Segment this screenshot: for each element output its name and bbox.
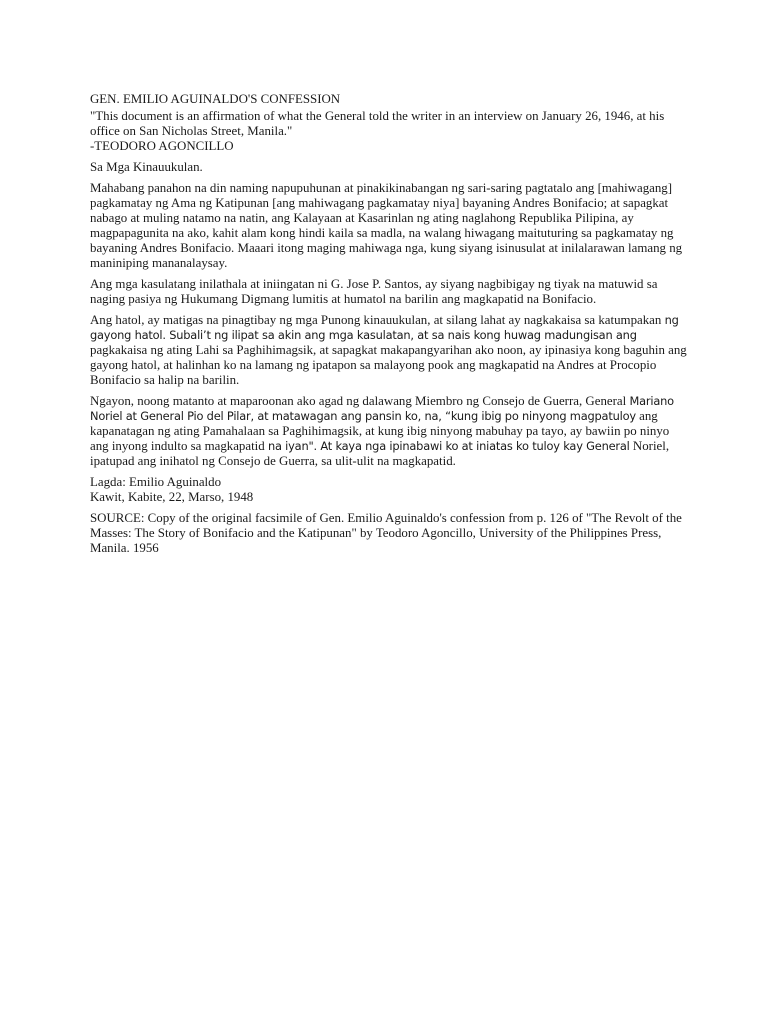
paragraph-1: Mahabang panahon na din naming napupuhunan at pinakikinabangan ng sari-saring pagtatalo ang [mahiwagang] pagkamatay ng Ama ng Katipunan [ang mahiwagang pagkamatay niya] bayaning Andres Bonifacio; at sapagkat nabago at muling natamo na natin, ang Kalayaan at Kasarinlan ng ating naglahong Republika Pilipina, ay magpapagunita na ako, kahit alam kong hindi kaila sa madla, na walang hiwagang maituturing sa pagkamatay ng bayaning Andres Bonifacio. Maaari itong maging mahiwaga nga, kung siyang isinusulat at inilalarawan lamang ng maniniping mananalaysay. <box>90 181 683 270</box>
paragraph-4-part-5: Noriel, ipatupad ang inihatol ng Consejo de Guerra, sa ulit-ulit na magkapatid. <box>90 439 670 468</box>
paragraph-4-part-2: Mariano Noriel at General Pio del Pilar, at matawagan ang pansin ko, na, “kung ibig po ninyong magpatuloy <box>90 394 674 423</box>
intro-quote: "This document is an affirmation of what the General told the writer in an interview on January 26, 1946, at his office on San Nicholas Street, Manila." <box>90 109 665 138</box>
salutation: Sa Mga Kinauukulan. <box>90 160 203 174</box>
paragraph-3-part-2: ng gayong hatol. Subali’t ng ilipat sa akin ang mga kasulatan, at sa nais kong huwag madungisan ang <box>90 313 679 342</box>
paragraph-4-part-3: ang kapanatagan ng ating Pamahalaan sa Paghihimagsik, at kung ibig ninyong mabuhay pa tayo, ay bawiin po ninyo ang inyong indulto sa magkapatid <box>90 409 670 453</box>
source-note: SOURCE: Copy of the original facsimile of Gen. Emilio Aguinaldo's confession from p. 126 of "The Revolt of the Masses: The Story of Bonifacio and the Katipunan" by Teodoro Agoncillo, University of the Philippines Press, Manila. 1956 <box>90 511 682 555</box>
intro-attribution: -TEODORO AGONCILLO <box>90 139 234 153</box>
signature-line: Lagda: Emilio Aguinaldo <box>90 475 222 489</box>
paragraph-3-part-3: pagkakaisa ng ating Lahi sa Paghihimagsik, at sapagkat makapangyarihan ako noon, ay ipinasiya kong baguhin ang gayong hatol, at halinhan ko na lamang ng ipatapon sa malayong pook ang magkapatid na Andres at Procopio Bonifacio sa halip na barilin. <box>90 343 687 387</box>
signature-place-date: Kawit, Kabite, 22, Marso, 1948 <box>90 490 254 504</box>
document-title: GEN. EMILIO AGUINALDO'S CONFESSION <box>90 92 341 106</box>
paragraph-4-part-1: Ngayon, noong matanto at maparoonan ako agad ng dalawang Miembro ng Consejo de Guerra, General <box>90 394 627 408</box>
paragraph-4 <box>90 394 690 469</box>
intro-block <box>90 109 690 154</box>
paragraph-3 <box>90 313 690 388</box>
paragraph-3-part-1: Ang hatol, ay matigas na pinagtibay ng mga Punong kinauukulan, at silang lahat ay nagkakaisa sa katumpakan <box>90 313 662 327</box>
paragraph-4-part-4: na iyan". At kaya nga ipinabawi ko at iniatas ko tuloy kay General <box>267 439 630 453</box>
paragraph-2: Ang mga kasulatang inilathala at iniingatan ni G. Jose P. Santos, ay siyang nagbibigay ng tiyak na matuwid sa naging pasiya ng Hukumang Digmang lumitis at humatol na barilin ang magkapatid na Bonifacio. <box>90 277 658 306</box>
document-page <box>90 92 690 562</box>
signature-block <box>90 475 690 505</box>
